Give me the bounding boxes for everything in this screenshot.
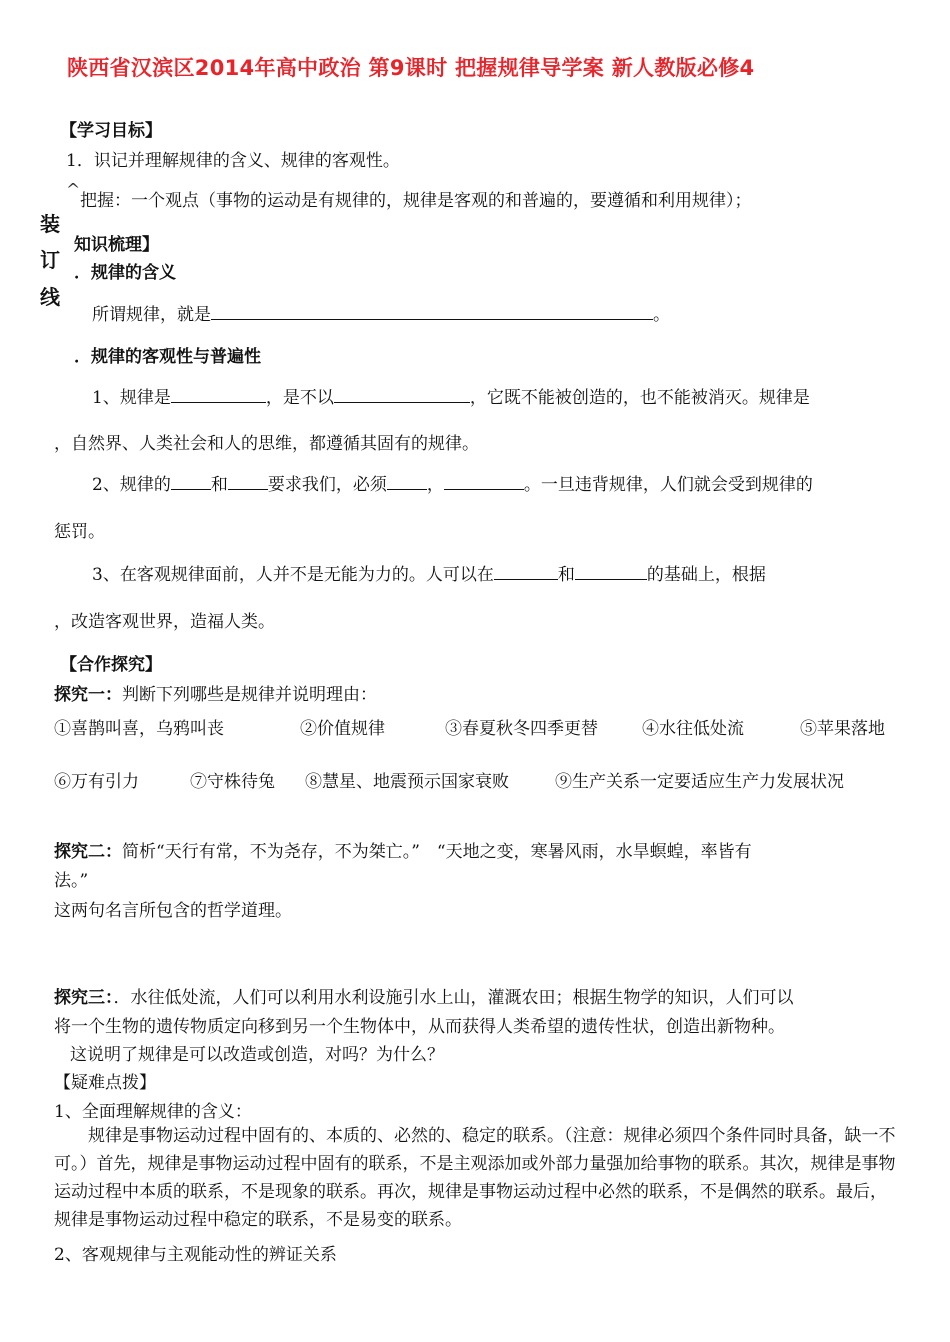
section-1-title: ．规律的含义 [74, 263, 176, 283]
blank-p3-2[interactable] [575, 562, 647, 580]
explore-2-label: 探究二： [54, 842, 122, 862]
point-3-text-c: 的基础上，根据 [646, 565, 766, 585]
goal-item-2-marker: ^ [66, 180, 81, 200]
point-1-text-b: ，是不以 [265, 388, 334, 408]
explore-3-text: ．水往低处流，人们可以利用水利设施引水上山，灌溉农田；根据生物学的知识，人们可以 [113, 988, 794, 1008]
explore-1-label: 探究一： [54, 685, 122, 705]
law-option-2: ②价值规律 [300, 719, 385, 739]
explore-2-line-3: 这两句名言所包含的哲学道理。 [54, 901, 292, 921]
blank-p2-4[interactable] [444, 472, 524, 490]
law-option-5: ⑤苹果落地 [800, 719, 885, 739]
point-1-text-a: 1、规律是 [92, 388, 171, 408]
binding-mark-1: 装 [40, 212, 60, 236]
point-2-text-e: 。一旦违背规律，人们就会受到规律的 [523, 475, 813, 495]
blank-p3-1[interactable] [494, 562, 558, 580]
blank-p1-1[interactable] [171, 385, 266, 403]
point-2-line-1 [92, 470, 813, 495]
explore-1 [54, 680, 377, 705]
blank-definition[interactable] [211, 302, 653, 320]
law-option-9: ⑨生产关系一定要适应生产力发展状况 [555, 772, 844, 792]
law-option-8: ⑧慧星、地震预示国家衰败 [305, 772, 509, 792]
point-3-line-1 [92, 560, 766, 585]
point-1-line-2: ，自然界、人类社会和人的思维，都遵循其固有的规律。 [54, 434, 479, 454]
page-title: 陕西省汉滨区2014年高中政治 第9课时 把握规律导学案 新人教版必修4 [67, 56, 755, 80]
explore-3-line-3: 这说明了规律是可以改造或创造，对吗？为什么？ [70, 1045, 444, 1065]
law-option-4: ④水往低处流 [642, 719, 744, 739]
point-3-text-a: 3、在客观规律面前，人并不是无能为力的。人可以在 [92, 565, 494, 585]
blank-p1-2[interactable] [334, 385, 470, 403]
law-option-7: ⑦守株待兔 [190, 772, 275, 792]
goal-item-1: 1．识记并理解规律的含义、规律的客观性。 [66, 151, 400, 171]
point-2-text-a: 2、规律的 [92, 475, 171, 495]
point-2-text-b: 和 [210, 475, 228, 495]
point-3-text-b: 和 [557, 565, 575, 585]
definition-line [92, 300, 670, 325]
binding-mark-2: 订 [40, 248, 60, 272]
goals-heading: 【学习目标】 [60, 121, 162, 141]
knowledge-heading: 知识梳理】 [74, 235, 159, 255]
law-option-1: ①喜鹊叫喜，乌鸦叫丧 [54, 719, 224, 739]
tip-1-body: 规律是事物运动过程中固有的、本质的、必然的、稳定的联系。（注意：规律必须四个条件同时具备，缺一不可。）首先，规律是事物运动过程中固有的联系，不是主观添加或外部力量强加给事物的联系。其次，规律是事物运动过程中本质的联系，不是现象的联系。再次，规律是事物运动过程中必然的联系，不是偶然的联系。最后，规律是事物运动过程中稳定的联系，不是易变的联系。 [54, 1126, 896, 1230]
blank-p2-3[interactable] [387, 472, 427, 490]
law-option-6: ⑥万有引力 [54, 772, 139, 792]
goal-item-2: 把握：一个观点（事物的运动是有规律的，规律是客观的和普遍的，要遵循和利用规律）； [80, 191, 752, 211]
point-2-text-c: 要求我们，必须 [267, 475, 387, 495]
explore-2-line-1 [54, 837, 752, 862]
blank-p2-1[interactable] [171, 472, 211, 490]
explore-1-text: 判断下列哪些是规律并说明理由： [122, 685, 377, 705]
point-3-line-2: ，改造客观世界，造福人类。 [54, 612, 275, 632]
explore-3-label: 探究三： [54, 988, 114, 1008]
explore-2-text: 简析“天行有常，不为尧存，不为桀亡。” “天地之变，寒暑风雨，水旱螟蝗，率皆有 [122, 842, 752, 862]
coop-heading: 【合作探究】 [60, 655, 162, 675]
tip-1-title: 1、全面理解规律的含义： [54, 1102, 252, 1122]
point-1-text-c: ，它既不能被创造的，也不能被消灭。规律是 [469, 388, 810, 408]
explore-3-line-2: 将一个生物的遗传物质定向移到另一个生物体中，从而获得人类希望的遗传性状，创造出新物种。 [54, 1017, 785, 1037]
tips-heading: 【疑难点拨】 [54, 1073, 156, 1093]
point-2-line-2: 惩罚。 [54, 522, 105, 542]
point-1-line-1 [92, 383, 810, 408]
definition-prefix: 所谓规律，就是 [92, 305, 211, 325]
definition-suffix: 。 [653, 305, 670, 325]
point-2-text-d: ， [426, 475, 444, 495]
binding-mark-3: 线 [40, 285, 60, 309]
section-2-title: ．规律的客观性与普遍性 [74, 347, 261, 367]
law-option-3: ③春夏秋冬四季更替 [445, 719, 598, 739]
explore-3-line-1 [54, 983, 794, 1008]
blank-p2-2[interactable] [228, 472, 268, 490]
tip-2-title: 2、客观规律与主观能动性的辨证关系 [54, 1245, 337, 1265]
explore-2-line-2: 法。” [54, 871, 89, 891]
